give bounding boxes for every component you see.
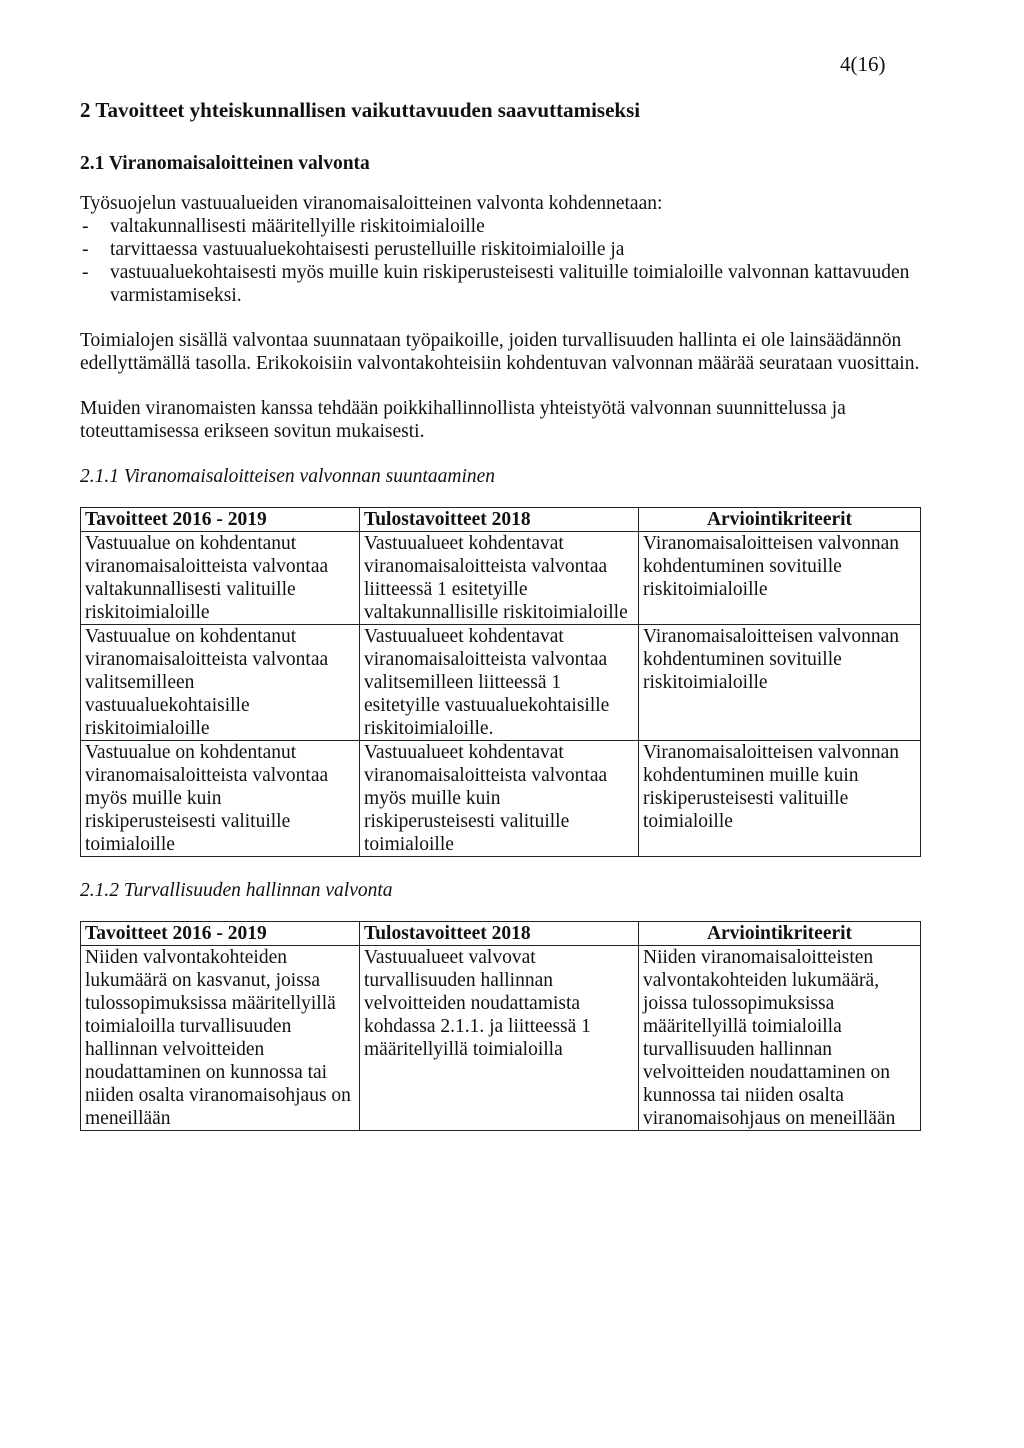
paragraph-sector-focus: Toimialojen sisällä valvontaa suunnataan työpaikoille, joiden turvallisuuden hallinta ei ole lainsäädännön edellyttämällä tasolla. Erikokoisiin valvontakohteisiin kohdentuvan valvonnan määrää seurataan vuosittain. [80,330,920,374]
chapter-heading: 2 Tavoitteet yhteiskunnallisen vaikuttavuuden saavuttamiseksi [80,98,641,122]
column-header: Arviointikriteerit [639,922,921,946]
targeting-list [80,215,920,307]
document-body [80,98,920,1153]
table-cell: Vastuualueet kohdentavat viranomaisaloitteista valvontaa liitteessä 1 esitetyille valtakunnallisille riskitoimialoille [360,532,639,625]
subsection-heading: 2.1.2 Turvallisuuden hallinnan valvonta [80,880,393,901]
column-header: Arviointikriteerit [639,508,921,532]
subsection-heading: 2.1.1 Viranomaisaloitteisen valvonnan suuntaaminen [80,466,496,487]
column-header: Tavoitteet 2016 - 2019 [81,508,360,532]
table-cell: Viranomaisaloitteisen valvonnan kohdentuminen sovituille riskitoimialoille [639,625,921,741]
table-cell: Vastuualueet kohdentavat viranomaisaloitteista valvontaa valitsemilleen liitteessä 1 esitetyille vastuualuekohtaisille riskitoimialoille. [360,625,639,741]
table-cell: Viranomaisaloitteisen valvonnan kohdentuminen sovituille riskitoimialoille [639,532,921,625]
table-row [81,532,921,625]
section-heading: 2.1 Viranomaisaloitteinen valvonta [80,153,370,174]
safety-management-table [80,921,921,1131]
table-cell: Niiden valvontakohteiden lukumäärä on kasvanut, joissa tulossopimuksissa määritellyillä toimialoilla turvallisuuden hallinnan velvoitteiden noudattaminen on kunnossa tai niiden osalta viranomaisohjaus on meneillään [81,946,360,1131]
page-number: 4(16) [840,52,886,76]
table-header-row [81,508,921,532]
table-cell: Niiden viranomaisaloitteisten valvontakohteiden lukumäärä, joissa tulossopimuksissa määritellyillä toimialoilla turvallisuuden hallinnan velvoitteiden noudattaminen on kunnossa tai niiden osalta viranomaisohjaus on meneillään [639,946,921,1131]
paragraph-cooperation: Muiden viranomaisten kanssa tehdään poikkihallinnollista yhteistyötä valvonnan suunnittelussa ja toteuttamisessa erikseen sovitun mukaisesti. [80,398,846,442]
table-row [81,946,921,1131]
list-item: - tarvittaessa vastuualuekohtaisesti perustelluille riskitoimialoille ja [80,238,920,261]
targeting-table [80,507,921,857]
table-cell: Vastuualue on kohdentanut viranomaisaloitteista valvontaa valitsemilleen vastuualuekohtaisille riskitoimialoille [81,625,360,741]
list-item: - vastuualuekohtaisesti myös muille kuin riskiperusteisesti valituille toimialoille valvonnan kattavuuden varmistamiseksi. [80,261,920,307]
column-header: Tulostavoitteet 2018 [360,508,639,532]
column-header: Tulostavoitteet 2018 [360,922,639,946]
table-cell: Vastuualue on kohdentanut viranomaisaloitteista valvontaa valtakunnallisesti valituille riskitoimialoille [81,532,360,625]
table-row [81,625,921,741]
table-header-row [81,922,921,946]
table-cell: Vastuualueet kohdentavat viranomaisaloitteista valvontaa myös muille kuin riskiperusteisesti valituille toimialoille [360,741,639,857]
table-row [81,741,921,857]
table-cell: Vastuualue on kohdentanut viranomaisaloitteista valvontaa myös muille kuin riskiperusteisesti valituille toimialoille [81,741,360,857]
column-header: Tavoitteet 2016 - 2019 [81,922,360,946]
table-cell: Vastuualueet valvovat turvallisuuden hallinnan velvoitteiden noudattamista kohdassa 2.1.1. ja liitteessä 1 määritellyillä toimialoilla [360,946,639,1131]
intro-paragraph: Työsuojelun vastuualueiden viranomaisaloitteinen valvonta kohdennetaan: [80,193,663,214]
list-item: - valtakunnallisesti määritellyille riskitoimialoille [80,215,920,238]
table-cell: Viranomaisaloitteisen valvonnan kohdentuminen muille kuin riskiperusteisesti valituille toimialoille [639,741,921,857]
